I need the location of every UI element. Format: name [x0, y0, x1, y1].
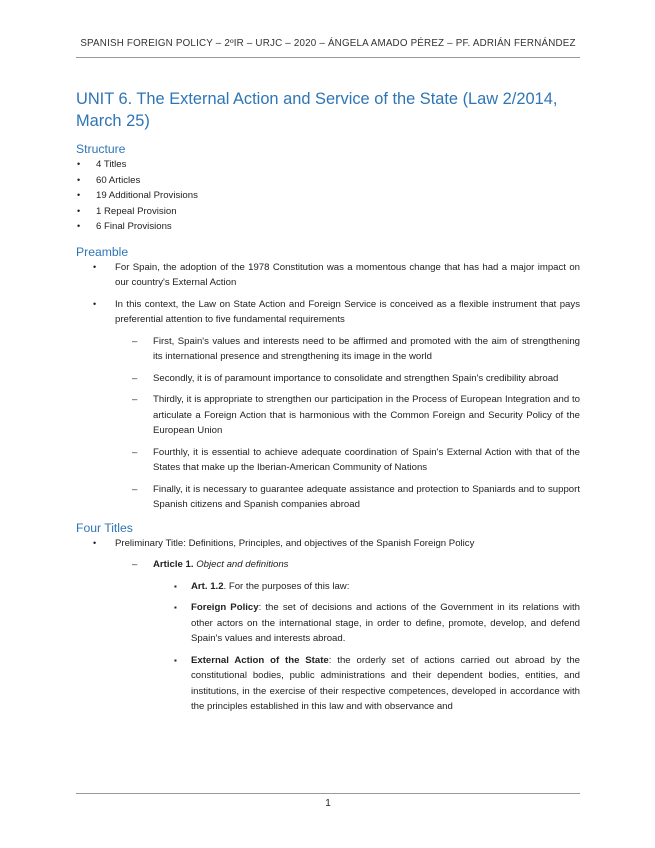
- article-1-item: [76, 557, 580, 573]
- requirement-item: – First, Spain's values and interests need to be affirmed and promoted with the aim of strengthening its international presence and strengthening its image in the world: [76, 334, 580, 365]
- foreign-policy-definition: [76, 600, 580, 647]
- external-action-term: External Action of the State: [191, 654, 329, 666]
- titles-list: [76, 536, 580, 715]
- list-item: • Preliminary Title: Definitions, Principles, and objectives of the Spanish Foreign Policy: [76, 536, 580, 552]
- article-1-label: Article 1.: [153, 559, 194, 570]
- preamble-list: [76, 260, 580, 513]
- requirement-item: – Finally, it is necessary to guarantee adequate assistance and protection to Spaniards and to support Spanish citizens and Spanish companies abroad: [76, 482, 580, 513]
- structure-heading: Structure: [76, 142, 126, 156]
- list-item: • 4 Titles: [76, 157, 580, 173]
- art-1-2-text: . For the purposes of this law:: [223, 580, 350, 592]
- running-header: SPANISH FOREIGN POLICY – 2ºIR – URJC – 2020 – ÁNGELA AMADO PÉREZ – PF. ADRIÁN FERNÁNDEZ: [80, 38, 576, 49]
- list-item: • 19 Additional Provisions: [76, 188, 580, 204]
- four-titles-heading: Four Titles: [76, 520, 133, 535]
- structure-list: [76, 157, 580, 235]
- art-1-2-item: [76, 579, 580, 595]
- external-action-text: : the orderly set of actions carried out abroad by the constitutional bodies, public administrations and their dependent bodies, entities, and institutions, in the exercise of their respective competences, developed in accordance with the principles established in this law and with observance and: [191, 654, 580, 712]
- external-action-definition: [76, 653, 580, 715]
- page-title: UNIT 6. The External Action and Service of the State (Law 2/2014, March 25): [76, 90, 558, 130]
- page-number: 1: [325, 798, 331, 809]
- requirement-item: – Fourthly, it is essential to achieve adequate coordination of Spain's External Action with that of the States that make up the Iberian-American Community of Nations: [76, 445, 580, 476]
- requirement-item: – Secondly, it is of paramount importance to consolidate and strengthen Spain's credibility abroad: [76, 371, 580, 387]
- footer-divider: [76, 793, 580, 794]
- preamble-heading: Preamble: [76, 244, 129, 259]
- foreign-policy-text: : the set of decisions and actions of the Government in its relations with other actors on the international stage, in order to define, promote, develop, and defend Spain's values and interests abroad.: [191, 602, 580, 644]
- art-1-2-label: Art. 1.2: [191, 580, 224, 592]
- document-body: [76, 88, 580, 715]
- article-1-subtitle: Object and definitions: [196, 559, 289, 570]
- list-item: • For Spain, the adoption of the 1978 Constitution was a momentous change that has had a major impact on our country's External Action: [76, 260, 580, 291]
- foreign-policy-term: Foreign Policy: [191, 602, 259, 613]
- requirement-item: – Thirdly, it is appropriate to strengthen our participation in the Process of European Integration and to articulate a Foreign Action that is harmonious with the Common Foreign and Security Policy of the European Union: [76, 392, 580, 439]
- header-divider: [76, 57, 580, 58]
- list-item: • In this context, the Law on State Action and Foreign Service is conceived as a flexible instrument that pays preferential attention to five fundamental requirements: [76, 297, 580, 328]
- list-item: • 1 Repeal Provision: [76, 204, 580, 220]
- list-item: • 60 Articles: [76, 173, 580, 189]
- list-item: • 6 Final Provisions: [76, 219, 580, 235]
